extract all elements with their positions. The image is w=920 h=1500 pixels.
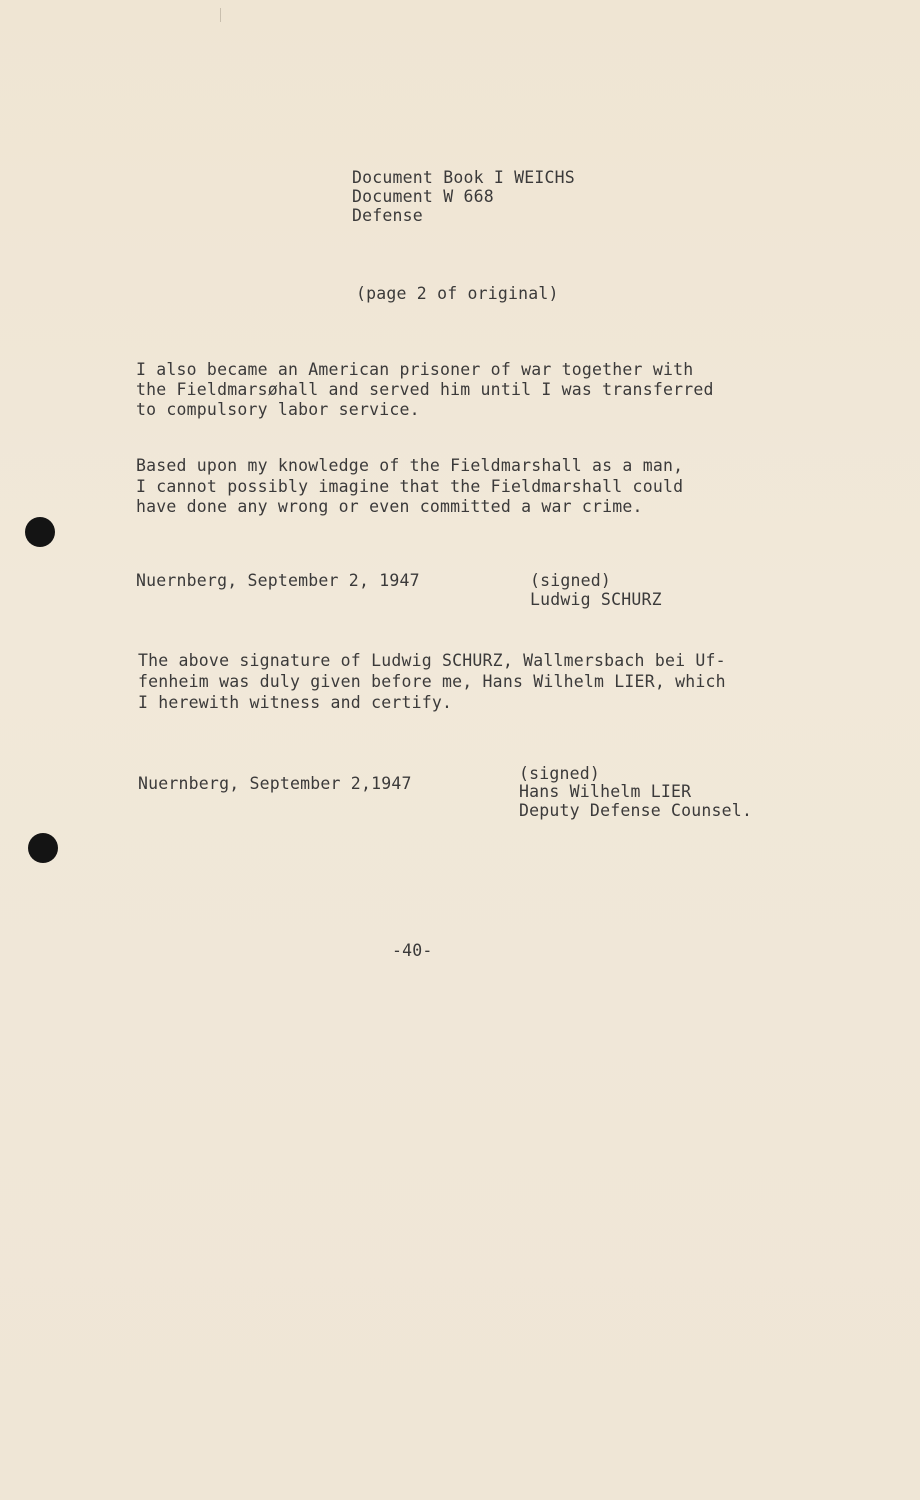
signature2-place-date: Nuernberg, September 2,1947 bbox=[138, 774, 412, 793]
certification-line: The above signature of Ludwig SCHURZ, Wallmersbach bei Uf- bbox=[138, 651, 726, 670]
signature2-name: Hans Wilhelm LIER bbox=[519, 782, 692, 801]
page-number: -40- bbox=[392, 941, 433, 960]
paragraph-line: to compulsory labor service. bbox=[136, 400, 420, 419]
signature2-title: Deputy Defense Counsel. bbox=[519, 801, 753, 820]
paragraph-line: I cannot possibly imagine that the Fieldmarshall could bbox=[136, 477, 684, 496]
document-book-label: Document Book I WEICHS bbox=[352, 168, 575, 187]
paragraph-line: I also became an American prisoner of war together with bbox=[136, 360, 694, 379]
defense-label: Defense bbox=[352, 206, 423, 225]
document-number-label: Document W 668 bbox=[352, 187, 494, 206]
paragraph-line: the Fieldmarsøhall and served him until I was transferred bbox=[136, 380, 714, 399]
signature1-place-date: Nuernberg, September 2, 1947 bbox=[136, 571, 420, 590]
punch-hole bbox=[28, 833, 58, 863]
signature1-name: Ludwig SCHURZ bbox=[530, 590, 662, 609]
signature2-signed: (signed) bbox=[519, 764, 601, 783]
page-note: (page 2 of original) bbox=[356, 284, 559, 303]
certification-line: I herewith witness and certify. bbox=[138, 693, 453, 712]
paragraph-line: Based upon my knowledge of the Fieldmarshall as a man, bbox=[136, 456, 684, 475]
signature1-signed: (signed) bbox=[530, 571, 612, 590]
certification-line: fenheim was duly given before me, Hans Wilhelm LIER, which bbox=[138, 672, 726, 691]
punch-hole bbox=[25, 517, 55, 547]
paper-mark bbox=[220, 8, 221, 22]
paragraph-line: have done any wrong or even committed a war crime. bbox=[136, 497, 643, 516]
